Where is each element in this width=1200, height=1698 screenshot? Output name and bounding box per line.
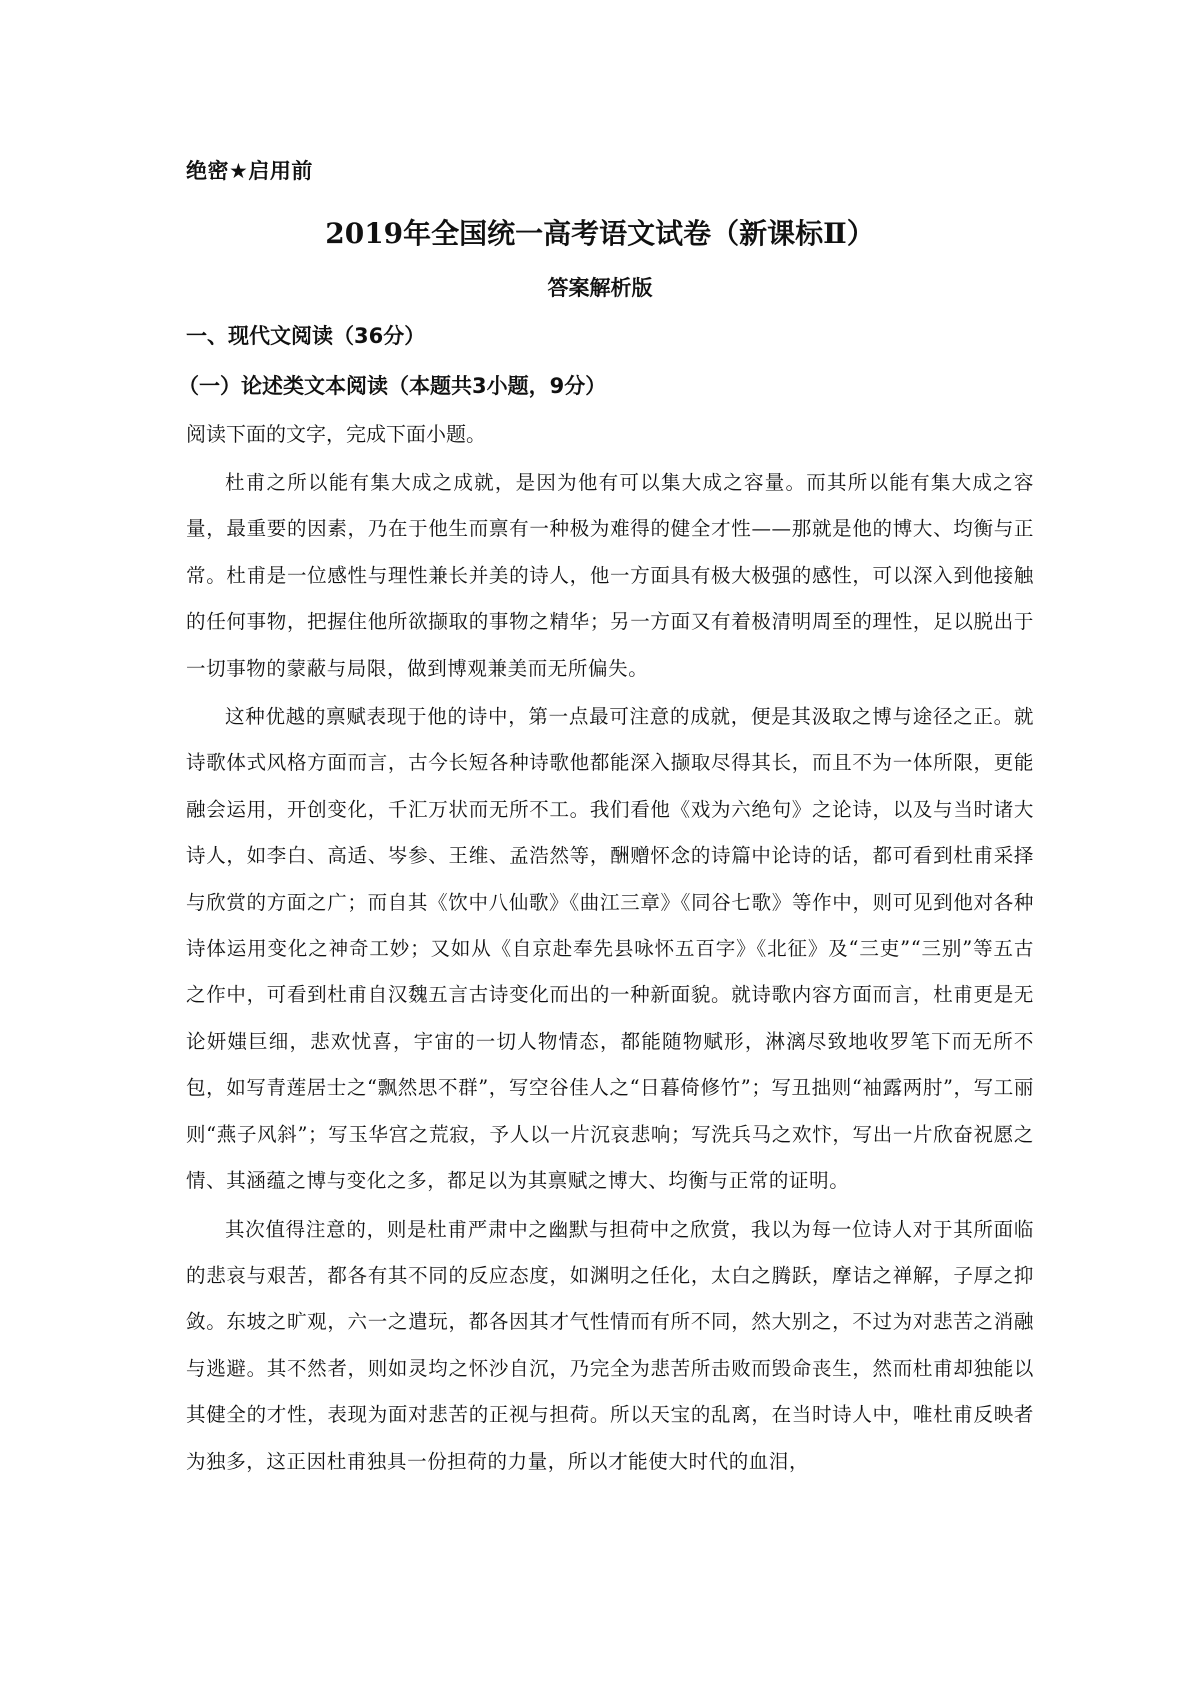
page-title: 2019年全国统一高考语文试卷（新课标Ⅱ） bbox=[325, 217, 875, 250]
section-heading-argumentative-text: （一）论述类文本阅读（本题共3小题，9分） bbox=[178, 374, 607, 398]
section-heading-modern-reading: 一、现代文阅读（36分） bbox=[186, 324, 426, 348]
reading-passage bbox=[186, 460, 1034, 1485]
passage-paragraph: 其次值得注意的，则是杜甫严肃中之幽默与担荷中之欣赏，我以为每一位诗人对于其所面临的悲哀与艰苦，都各有其不同的反应态度，如渊明之任化，太白之腾跃，摩诘之禅解，子厚之抑敛。东坡之旷观，六一之遣玩，都各因其才气性情而有所不同，然大别之，不过为对悲苦之消融与逃避。其不然者，则如灵均之怀沙自沉，乃完全为悲苦所击败而毁命丧生，然而杜甫却独能以其健全的才性，表现为面对悲苦的正视与担荷。所以天宝的乱离，在当时诗人中，唯杜甫反映者为独多，这正因杜甫独具一份担荷的力量，所以才能使大时代的血泪， bbox=[186, 1217, 1034, 1473]
passage-paragraph: 杜甫之所以能有集大成之成就，是因为他有可以集大成之容量。而其所以能有集大成之容量，最重要的因素，乃在于他生而禀有一种极为难得的健全才性——那就是他的博大、均衡与正常。杜甫是一位感性与理性兼长并美的诗人，他一方面具有极大极强的感性，可以深入到他接触的任何事物，把握住他所欲撷取的事物之精华；另一方面又有着极清明周至的理性，足以脱出于一切事物的蒙蔽与局限，做到博观兼美而无所偏失。 bbox=[186, 471, 1034, 680]
confidential-label: 绝密★启用前 bbox=[186, 159, 313, 183]
passage-paragraph: 这种优越的禀赋表现于他的诗中，第一点最可注意的成就，便是其汲取之博与途径之正。就诗歌体式风格方面而言，古今长短各种诗歌他都能深入撷取尽得其长，而且不为一体所限，更能融会运用，开创变化，千汇万状而无所不工。我们看他《戏为六绝句》之论诗，以及与当时诸大诗人，如李白、高适、岑参、王维、孟浩然等，酬赠怀念的诗篇中论诗的话，都可看到杜甫采择与欣赏的方面之广；而自其《饮中八仙歌》《曲江三章》《同谷七歌》等作中，则可见到他对各种诗体运用变化之神奇工妙；又如从《自京赴奉先县咏怀五百字》《北征》及“三吏”“三别”等五古之作中，可看到杜甫自汉魏五言古诗变化而出的一种新面貌。就诗歌内容方面而言，杜甫更是无论妍媸巨细，悲欢忧喜，宇宙的一切人物情态，都能随物赋形，淋漓尽致地收罗笔下而无所不包，如写青莲居士之“飘然思不群”，写空谷佳人之“日暮倚修竹”；写丑拙则“袖露两肘”，写工丽则“燕子风斜”；写玉华宫之荒寂，予人以一片沉哀悲响；写洗兵马之欢忭，写出一片欣奋祝愿之情、其涵蕴之博与变化之多，都足以为其禀赋之博大、均衡与正常的证明。 bbox=[186, 705, 1034, 1193]
reading-instruction: 阅读下面的文字，完成下面小题。 bbox=[186, 422, 486, 446]
page-subtitle: 答案解析版 bbox=[547, 276, 653, 300]
